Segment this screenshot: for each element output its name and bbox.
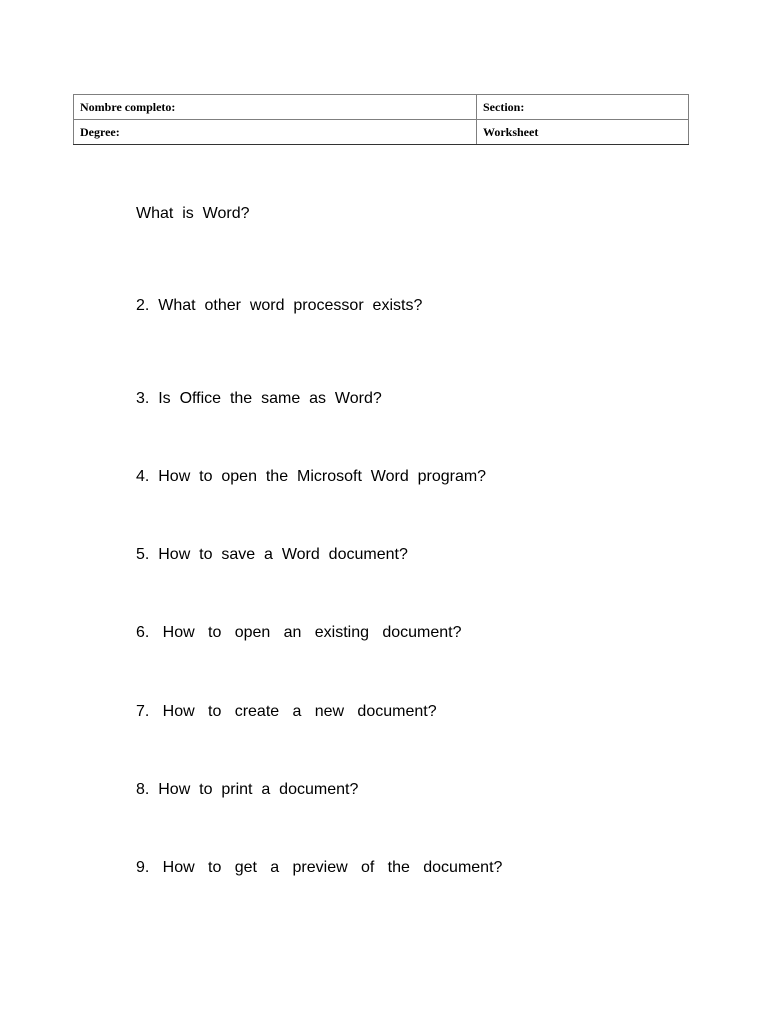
question-2: 2. What other word processor exists? <box>136 297 423 314</box>
question-8: 8. How to print a document? <box>136 781 359 798</box>
question-3: 3. Is Office the same as Word? <box>136 390 382 407</box>
worksheet-label: Worksheet <box>483 125 539 139</box>
degree-cell <box>74 120 477 145</box>
name-label: Nombre completo: <box>80 100 176 114</box>
section-label: Section: <box>483 100 525 114</box>
degree-label: Degree: <box>80 125 120 139</box>
student-info-table <box>73 94 689 145</box>
question-7: 7. How to create a new document? <box>136 703 437 720</box>
name-cell <box>74 95 477 120</box>
question-1: What is Word? <box>136 205 250 222</box>
worksheet-cell <box>477 120 689 145</box>
question-9: 9. How to get a preview of the document? <box>136 859 503 876</box>
question-6: 6. How to open an existing document? <box>136 624 462 641</box>
question-4: 4. How to open the Microsoft Word program? <box>136 468 487 485</box>
table-row <box>74 120 689 145</box>
section-cell <box>477 95 689 120</box>
question-5: 5. How to save a Word document? <box>136 546 408 563</box>
table-row <box>74 95 689 120</box>
